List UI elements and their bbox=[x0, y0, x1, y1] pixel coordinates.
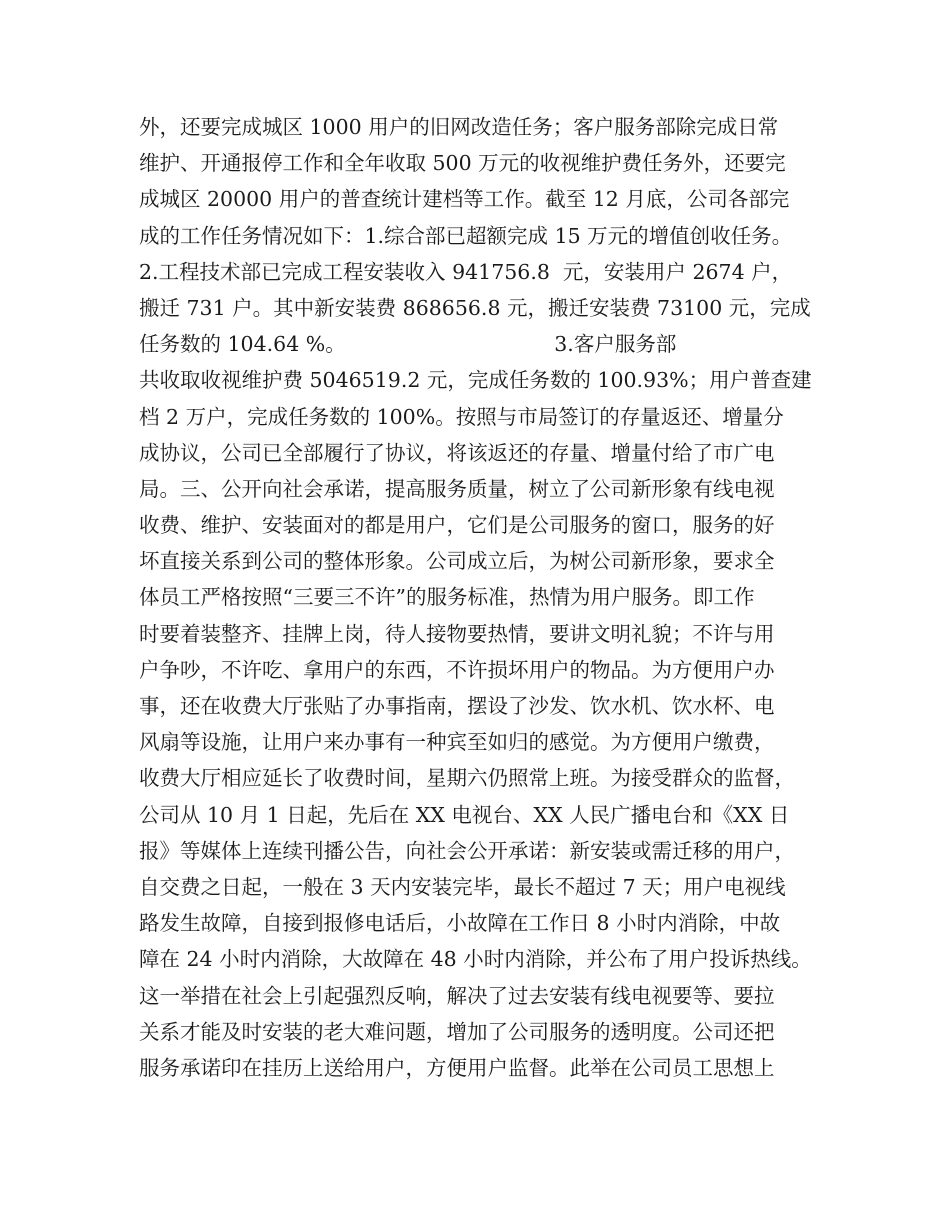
text-line: 障在 24 小时内消除，大故障在 48 小时内消除，并公布了用户投诉热线。 bbox=[139, 947, 812, 972]
text-line: 成的工作任务情况如下：1.综合部已超额完成 15 万元的增值创收任务。 bbox=[139, 223, 793, 248]
text-line: 搬迁 731 户。其中新安装费 868656.8 元，搬迁安装费 73100 元，完成 bbox=[139, 295, 811, 320]
text-line: 收费大厅相应延长了收费时间，星期六仍照常上班。为接受群众的监督， bbox=[139, 766, 795, 791]
text-line: 2.工程技术部已完成工程安装收入 941756.8 元，安装用户 2674 户， bbox=[139, 259, 793, 284]
text-line: 成协议，公司已全部履行了协议，将该返还的存量、增量付给了市广电 bbox=[139, 440, 775, 465]
text-line: 成城区 20000 用户的普查统计建档等工作。截至 12 月底，公司各部完 bbox=[139, 187, 790, 212]
text-line: 户争吵，不许吃、拿用户的东西，不许损坏用户的物品。为方便用户办 bbox=[139, 657, 775, 682]
text-line: 收费、维护、安装面对的都是用户，它们是公司服务的窗口，服务的好 bbox=[139, 513, 775, 538]
text-line: 公司从 10 月 1 日起，先后在 XX 电视台、XX 人民广播电台和《XX 日 bbox=[139, 802, 790, 827]
text-line: 体员工严格按照“三要三不许”的服务标准，热情为用户服务。即工作 bbox=[139, 585, 755, 610]
text-line: 事，还在收费大厅张贴了办事指南，摆设了沙发、饮水机、饮水杯、电 bbox=[139, 694, 775, 718]
body-text bbox=[139, 109, 829, 1086]
text-line: 坏直接关系到公司的整体形象。公司成立后，为树公司新形象，要求全 bbox=[139, 549, 775, 574]
text-line: 风扇等设施，让用户来办事有一种宾至如归的感觉。为方便用户缴费， bbox=[139, 730, 775, 755]
text-line: 这一举措在社会上引起强烈反响，解决了过去安装有线电视要等、要拉 bbox=[139, 983, 775, 1008]
text-line: 外，还要完成城区 1000 用户的旧网改造任务；客户服务部除完成日常 bbox=[139, 115, 779, 139]
text-line: 时要着装整齐、挂牌上岗，待人接物要热情，要讲文明礼貌；不许与用 bbox=[139, 621, 775, 646]
text-line: 关系才能及时安装的老大难问题，增加了公司服务的透明度。公司还把 bbox=[139, 1019, 775, 1044]
text-line: 局。三、公开向社会承诺，提高服务质量，树立了公司新形象有线电视 bbox=[139, 476, 775, 501]
text-line: 自交费之日起，一般在 3 天内安装完毕，最长不超过 7 天；用户电视线 bbox=[139, 874, 786, 899]
text-line: 档 2 万户，完成任务数的 100%。按照与市局签订的存量返还、增量分 bbox=[139, 404, 784, 429]
text-line: 维护、开通报停工作和全年收取 500 万元的收视维护费任务外，还要完 bbox=[139, 151, 786, 176]
text-line: 服务承诺印在挂历上送给用户，方便用户监督。此举在公司员工思想上 bbox=[139, 1055, 775, 1080]
text-line: 报》等媒体上连续刊播公告，向社会公开承诺：新安装或需迁移的用户， bbox=[139, 838, 795, 863]
text-line: 路发生故障，自接到报修电话后，小故障在工作日 8 小时内消除，中故 bbox=[139, 911, 781, 936]
text-line: 任务数的 104.64 %。 3.客户服务部 bbox=[139, 332, 677, 357]
text-line: 共收取收视维护费 5046519.2 元，完成任务数的 100.93%；用户普查建 bbox=[139, 368, 812, 393]
